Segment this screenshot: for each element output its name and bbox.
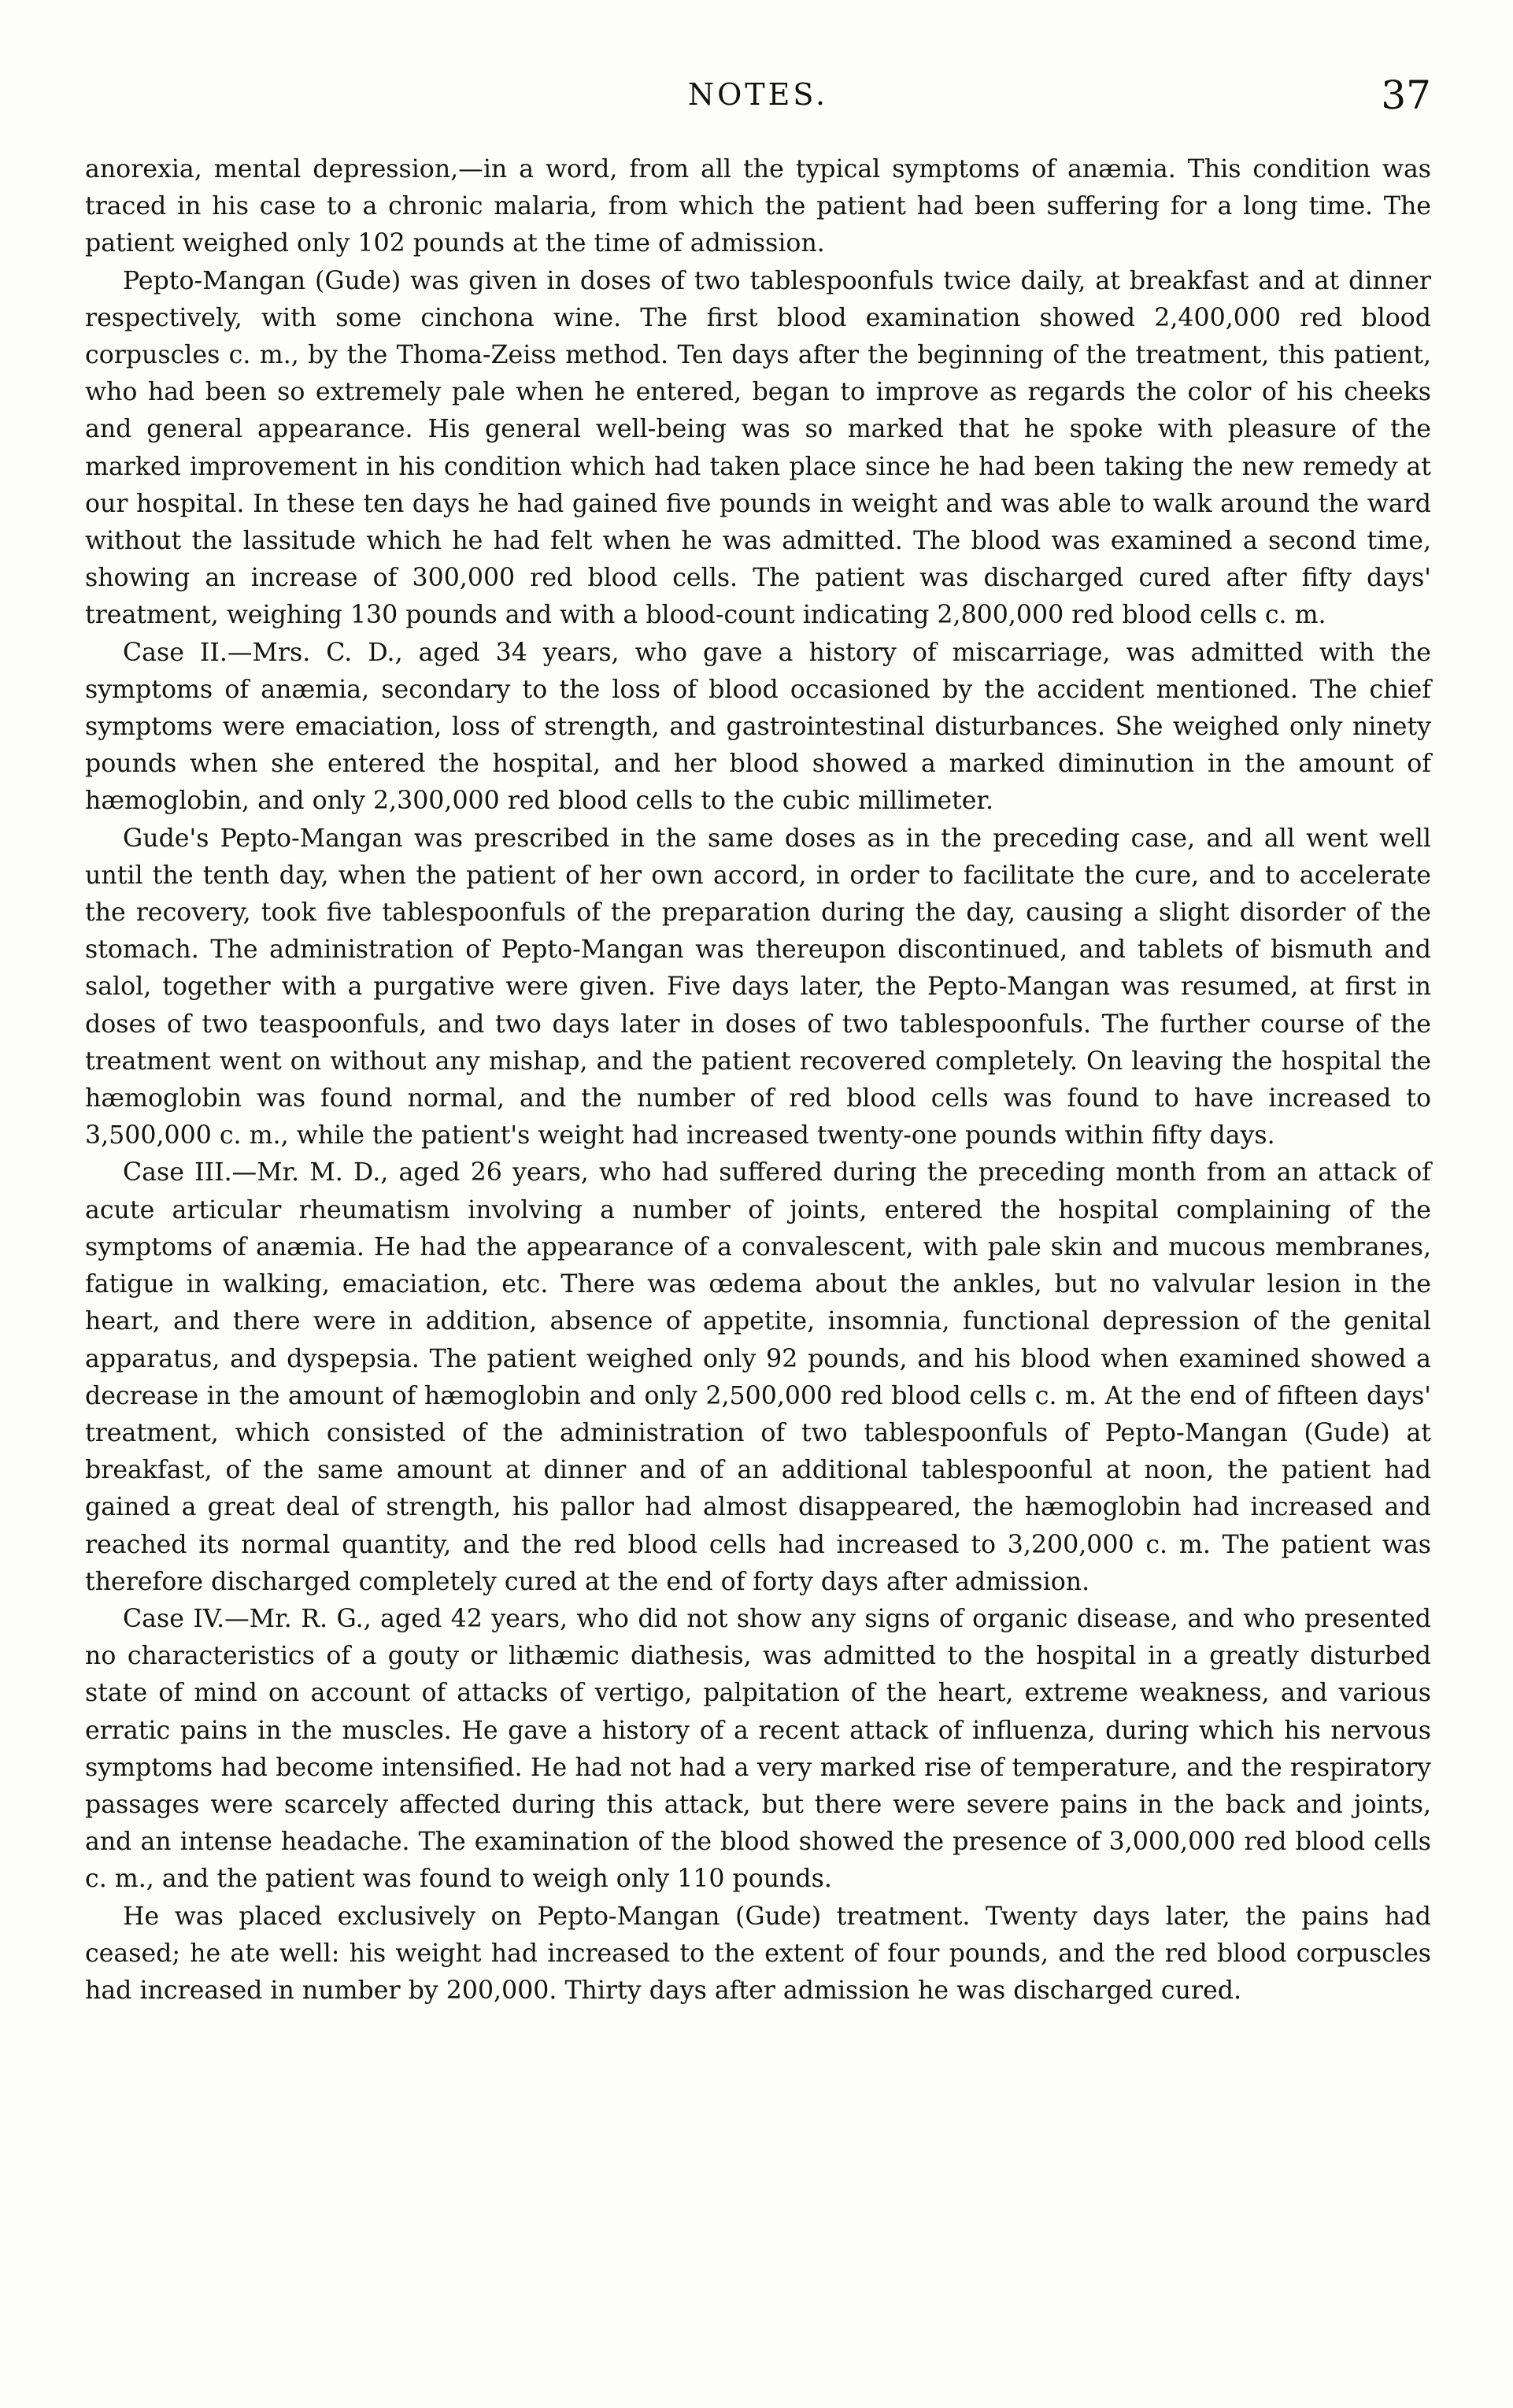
paragraph-case-2: Case II.—Mrs. C. D., aged 34 years, who gave a history of miscarriage, was admitted with the symptoms of anæmia, secondary to the loss of blood occasioned by the accident mentioned. The chief symptoms were emaciation, loss of strength, and gastrointestinal disturbances. She weighed only ninety pounds when she entered the hospital, and her blood showed a marked diminution in the amount of hæmoglobin, and only 2,300,000 red blood cells to the cubic millimeter. xyxy=(85,638,1431,816)
page-header xyxy=(85,72,1431,128)
paragraph-case-2-treatment: Gude's Pepto-Mangan was prescribed in the same doses as in the preceding case, and all went well until the tenth day, when the patient of her own accord, in order to facilitate the cure, and to accelerate the recovery, took five tablespoonfuls of the preparation during the day, causing a slight disorder of the stomach. The administration of Pepto-Mangan was thereupon discontinued, and tablets of bismuth and salol, together with a purgative were given. Five days later, the Pepto-Mangan was resumed, at first in doses of two teaspoonfuls, and two days later in doses of two tablespoonfuls. The further course of the treatment went on without any mishap, and the patient recovered completely. On leaving the hospital the hæmoglobin was found normal, and the number of red blood cells was found to have increased to 3,500,000 c. m., while the patient's weight had increased twenty-one pounds within fifty days. xyxy=(85,824,1431,1150)
running-head: NOTES. xyxy=(687,77,829,112)
page-number: 37 xyxy=(1381,72,1431,118)
paragraph-case-3: Case III.—Mr. M. D., aged 26 years, who had suffered during the preceding month from an attack of acute articular rheumatism involving a number of joints, entered the hospital complaining of the symptoms of anæmia. He had the appearance of a convalescent, with pale skin and mucous membranes, fatigue in walking, emaciation, etc. There was œdema about the ankles, but no valvular lesion in the heart, and there were in addition, absence of appetite, insomnia, functional depression of the genital apparatus, and dyspepsia. The patient weighed only 92 pounds, and his blood when examined showed a decrease in the amount of hæmoglobin and only 2,500,000 red blood cells c. m. At the end of fifteen days' treatment, which consisted of the administration of two tablespoonfuls of Pepto-Mangan (Gude) at breakfast, of the same amount at dinner and of an additional tablespoonful at noon, the patient had gained a great deal of strength, his pallor had almost disappeared, the hæmoglobin had increased and reached its normal quantity, and the red blood cells had increased to 3,200,000 c. m. The patient was therefore discharged completely cured at the end of forty days after admission. xyxy=(85,1158,1431,1596)
body-text xyxy=(85,151,1431,2010)
paragraph-continuation: anorexia, mental depression,—in a word, from all the typical symptoms of anæmia. This condition was traced in his case to a chronic malaria, from which the patient had been suffering for a long time. The patient weighed only 102 pounds at the time of admission. xyxy=(85,155,1431,258)
paragraph-case-4: Case IV.—Mr. R. G., aged 42 years, who did not show any signs of organic disease, and who presented no characteristics of a gouty or lithæmic diathesis, was admitted to the hospital in a greatly disturbed state of mind on account of attacks of vertigo, palpitation of the heart, extreme weakness, and various erratic pains in the muscles. He gave a history of a recent attack of influenza, during which his nervous symptoms had become intensified. He had not had a very marked rise of temperature, and the respiratory passages were scarcely affected during this attack, but there were severe pains in the back and joints, and an intense headache. The examination of the blood showed the presence of 3,000,000 red blood cells c. m., and the patient was found to weigh only 110 pounds. xyxy=(85,1604,1431,1894)
paragraph-case-1-treatment: Pepto-Mangan (Gude) was given in doses of two tablespoonfuls twice daily, at breakfast and at dinner respectively, with some cinchona wine. The first blood examination showed 2,400,000 red blood corpuscles c. m., by the Thoma-Zeiss method. Ten days after the beginning of the treatment, this patient, who had been so extremely pale when he entered, began to improve as regards the color of his cheeks and general appearance. His general well-being was so marked that he spoke with pleasure of the marked improvement in his condition which had taken place since he had been taking the new remedy at our hospital. In these ten days he had gained five pounds in weight and was able to walk around the ward without the lassitude which he had felt when he was admitted. The blood was examined a second time, showing an increase of 300,000 red blood cells. The patient was discharged cured after fifty days' treatment, weighing 130 pounds and with a blood-count indicating 2,800,000 red blood cells c. m. xyxy=(85,266,1431,630)
paragraph-case-4-treatment: He was placed exclusively on Pepto-Mangan (Gude) treatment. Twenty days later, the pains had ceased; he ate well: his weight had increased to the extent of four pounds, and the red blood corpuscles had increased in number by 200,000. Thirty days after admission he was discharged cured. xyxy=(85,1902,1431,2005)
